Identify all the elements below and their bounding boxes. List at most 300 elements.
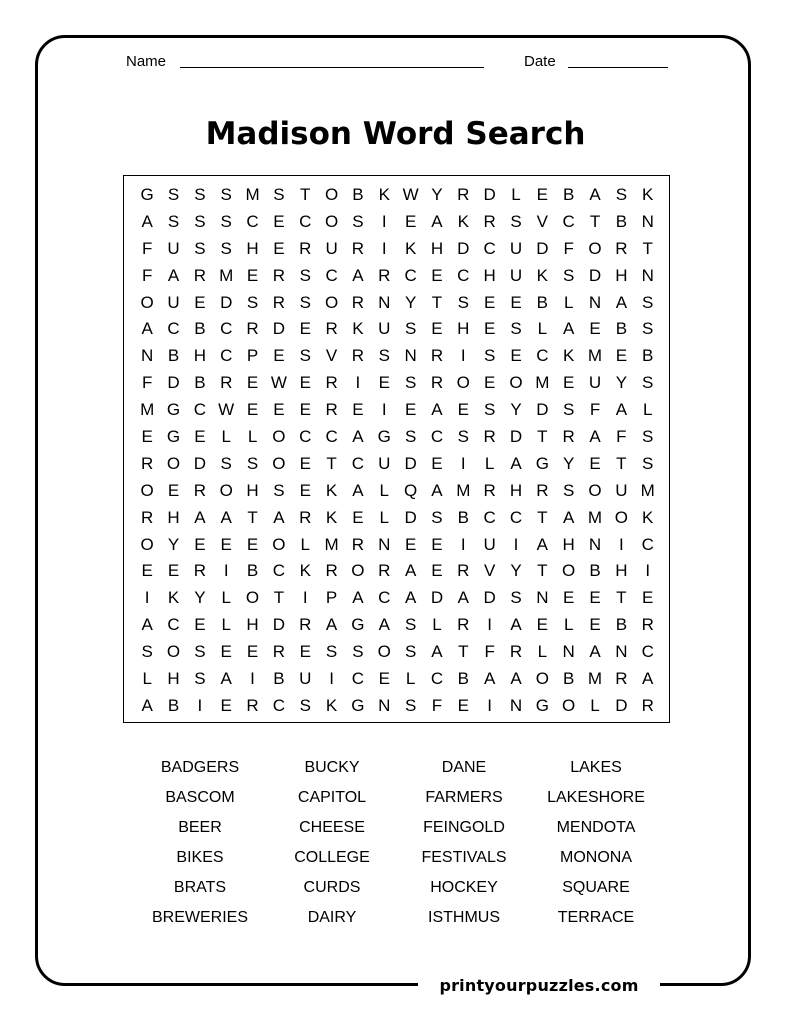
grid-letter: O [562,695,576,715]
grid-letter: A [642,669,654,689]
grid-letter: O [562,561,576,581]
word-list-item: BRATS [173,879,227,896]
grid-letter: L [221,588,231,608]
grid-letter: A [273,507,285,527]
name-line[interactable] [180,67,484,68]
grid-letter: B [589,561,601,581]
grid-letter: Y [510,400,522,420]
grid-letter: C [246,211,259,231]
grid-letter: R [272,292,286,312]
grid-letter: Y [615,373,628,393]
grid-letter: U [299,669,312,689]
grid-letter: O [166,642,181,662]
grid-letter: S [246,453,259,473]
grid-letter: V [325,346,338,366]
grid-letter: W [270,373,287,393]
word-list-item: ISTHMUS [428,909,500,926]
grid-letter: C [351,669,365,689]
grid-letter: L [221,615,231,635]
grid-letter: C [299,211,312,231]
grid-letter: E [589,588,601,608]
grid-letter: E [299,480,311,500]
grid-letter: C [509,507,523,527]
grid-letter: I [355,373,361,393]
grid-letter: B [563,185,575,204]
grid-letter: I [460,346,466,366]
grid-letter: R [299,615,312,635]
grid-letter: M [535,373,550,393]
footer-site: printyourpuzzles.com [439,976,639,995]
grid-letter: O [351,561,365,581]
grid-letter: O [588,480,602,500]
grid-letter: E [536,185,548,204]
grid-letter: G [166,400,181,420]
grid-letter: Y [404,292,417,312]
grid-letter: B [536,292,548,312]
grid-letter: E [431,561,443,581]
grid-letter: B [615,319,628,339]
grid-letter: D [536,238,549,258]
grid-letter: S [167,211,180,231]
grid-letter: N [536,588,549,608]
grid-letter: S [220,211,232,231]
grid-letter: C [325,427,338,447]
grid-letter: H [562,534,575,554]
grid-letter: D [220,292,233,312]
grid-letter: E [299,400,311,420]
grid-letter: I [381,400,387,420]
grid-letter: M [245,185,260,204]
grid-letter: U [378,453,391,473]
grid-letter: K [457,211,469,231]
word-list-item: MENDOTA [556,819,636,836]
grid-letter: F [484,642,495,662]
grid-letter: E [589,615,601,635]
grid-letter: O [588,238,602,258]
grid-letter: A [378,615,390,635]
grid-letter: H [167,669,180,689]
grid-letter: B [167,695,180,715]
letter-grid [134,182,661,720]
grid-letter: A [141,319,153,339]
word-list-item: FESTIVALS [421,849,507,866]
grid-letter: O [219,480,233,500]
grid-letter: R [378,265,391,285]
grid-letter: A [510,615,522,635]
grid-letter: A [563,319,575,339]
grid-letter: H [457,319,470,339]
grid-letter: E [589,453,601,473]
grid-letter: Y [510,561,522,581]
grid-letter: T [537,561,548,581]
grid-letter: P [246,346,259,366]
grid-letter: S [404,427,417,447]
word-list-item: MONONA [560,849,632,866]
grid-letter: H [246,238,259,258]
grid-letter: H [246,615,259,635]
grid-letter: C [562,211,575,231]
grid-letter: S [404,695,417,715]
grid-letter: A [167,265,180,285]
grid-letter: A [141,695,153,715]
grid-letter: O [509,373,523,393]
grid-letter: R [430,373,444,393]
grid-letter: S [299,292,311,312]
grid-letter: O [166,453,181,473]
grid-letter: R [299,507,312,527]
grid-letter: M [587,669,603,689]
grid-letter: K [352,319,364,339]
grid-letter: R [299,238,312,258]
grid-letter: U [167,292,180,312]
grid-letter: B [642,346,654,366]
grid-letter: V [536,211,548,231]
grid-letter: S [273,480,285,500]
grid-letter: E [483,292,496,312]
grid-letter: O [324,185,339,204]
grid-letter: E [563,373,575,393]
grid-letter: H [509,480,523,500]
grid-letter: R [246,319,259,339]
grid-letter: S [563,265,575,285]
grid-letter: C [457,265,470,285]
grid-letter: N [588,534,602,554]
grid-letter: R [351,292,365,312]
grid-letter: R [562,427,575,447]
grid-letter: R [641,615,654,635]
grid-letter: C [299,427,312,447]
grid-letter: R [272,642,286,662]
grid-letter: S [642,319,654,339]
word-list-item: CAPITOL [297,789,367,806]
grid-letter: I [618,534,624,554]
grid-letter: A [431,400,443,420]
grid-letter: G [140,185,154,204]
grid-letter: I [144,588,150,608]
grid-letter: D [615,695,628,715]
grid-letter: E [141,561,153,581]
grid-letter: N [404,346,417,366]
grid-letter: D [536,400,549,420]
grid-letter: C [351,453,365,473]
word-list-item: FARMERS [425,789,503,806]
grid-letter: N [615,642,628,662]
grid-letter: R [246,695,259,715]
grid-letter: K [563,346,575,366]
name-label: Name [126,53,167,70]
grid-letter: S [510,211,522,231]
grid-letter: T [616,588,627,608]
grid-letter: L [590,695,600,715]
grid-letter: M [140,400,155,420]
grid-letter: H [483,265,496,285]
grid-letter: K [642,507,654,527]
grid-letter: E [589,319,601,339]
grid-letter: W [402,185,419,204]
grid-letter: O [245,588,260,608]
grid-letter: A [510,453,522,473]
grid-letter: E [431,534,443,554]
grid-letter: R [536,480,549,500]
grid-letter: T [458,642,469,662]
grid-letter: O [324,211,339,231]
grid-letter: M [219,265,234,285]
word-list-item: BEER [178,819,222,836]
grid-letter: R [457,615,470,635]
grid-letter: S [325,642,338,662]
grid-letter: I [460,453,466,473]
grid-letter: C [193,400,206,420]
grid-letter: E [246,534,259,554]
grid-letter: R [325,400,338,420]
grid-letter: A [352,480,364,500]
grid-letter: E [457,400,469,420]
grid-letter: L [511,185,521,204]
grid-letter: S [220,453,232,473]
grid-letter: S [220,185,232,204]
grid-letter: E [642,588,654,608]
grid-letter: S [457,292,469,312]
grid-letter: L [537,642,548,662]
grid-letter: K [404,238,417,258]
grid-letter: T [616,453,627,473]
grid-letter: U [378,319,391,339]
grid-letter: U [615,480,628,500]
grid-letter: A [615,400,628,420]
grid-letter: U [509,265,523,285]
grid-letter: Y [167,534,180,554]
grid-letter: E [220,695,232,715]
grid-letter: F [141,238,153,258]
grid-letter: R [193,265,206,285]
grid-letter: C [404,265,417,285]
grid-letter: A [483,669,496,689]
word-list-item: DAIRY [307,909,357,926]
grid-letter: L [642,400,653,420]
grid-letter: A [352,265,364,285]
grid-letter: E [483,373,496,393]
word-list-item: CHEESE [299,819,365,836]
grid-letter: E [220,642,232,662]
grid-letter: G [535,453,549,473]
grid-letter: R [483,480,496,500]
grid-letter: O [272,534,286,554]
grid-letter: E [457,695,469,715]
grid-letter: S [404,319,417,339]
grid-letter: C [536,346,549,366]
grid-letter: K [325,695,338,715]
grid-letter: E [141,427,153,447]
grid-letter: L [221,427,231,447]
page-title: Madison Word Search [205,116,586,152]
grid-letter: S [510,588,522,608]
word-list-item: BREWERIES [151,909,248,926]
grid-letter: S [299,265,311,285]
grid-letter: K [325,507,338,527]
grid-letter: E [510,292,522,312]
grid-letter: E [404,400,417,420]
grid-letter: E [483,319,496,339]
word-list-item: BUCKY [304,759,360,776]
grid-letter: S [431,507,443,527]
grid-letter: I [329,669,334,689]
grid-letter: H [167,507,180,527]
word-list-item: LAKESHORE [547,789,645,806]
grid-letter: B [273,669,285,689]
date-line[interactable] [568,67,668,68]
grid-letter: E [431,265,443,285]
word-list-item: DANE [441,759,487,776]
grid-letter: F [141,265,153,285]
grid-letter: D [430,588,444,608]
grid-letter: R [325,561,338,581]
grid-letter: A [431,211,443,231]
grid-letter: N [641,265,654,285]
grid-letter: S [483,346,496,366]
grid-letter: T [273,588,285,608]
grid-letter: A [589,642,601,662]
grid-letter: N [641,211,654,231]
grid-letter: S [246,292,259,312]
grid-letter: E [194,615,206,635]
grid-letter: E [299,453,311,473]
grid-letter: M [456,480,471,500]
grid-letter: D [483,185,496,204]
grid-letter: C [430,427,444,447]
grid-letter: C [641,534,654,554]
grid-letter: E [352,400,364,420]
grid-letter: D [272,615,286,635]
grid-letter: L [432,615,442,635]
grid-letter: U [167,238,180,258]
grid-letter: M [324,534,339,554]
date-label: Date [524,53,556,70]
grid-letter: E [246,642,259,662]
grid-letter: D [509,427,523,447]
grid-letter: S [563,400,575,420]
grid-letter: K [167,588,180,608]
grid-letter: I [381,238,387,258]
grid-letter: O [140,534,154,554]
grid-letter: E [220,534,232,554]
grid-letter: E [167,480,180,500]
grid-letter: L [537,319,548,339]
grid-letter: P [325,588,338,608]
grid-letter: U [483,534,496,554]
word-list-item: TERRACE [557,909,635,926]
grid-letter: G [351,695,365,715]
grid-letter: R [615,669,628,689]
grid-letter: S [141,642,153,662]
word-list-item: HOCKEY [430,879,498,896]
grid-letter: D [404,453,417,473]
grid-letter: S [404,615,417,635]
grid-letter: O [535,669,549,689]
grid-letter: R [351,534,365,554]
grid-letter: F [589,400,601,420]
grid-letter: L [563,292,574,312]
grid-letter: L [142,669,152,689]
grid-letter: V [483,561,496,581]
grid-letter: L [247,427,258,447]
word-list-item: BASCOM [165,789,235,806]
grid-letter: S [563,480,575,500]
grid-letter: C [167,615,180,635]
grid-letter: A [141,615,153,635]
grid-letter: T [537,507,548,527]
grid-letter: A [352,588,364,608]
word-list-item: SQUARE [562,879,630,896]
grid-letter: E [536,615,548,635]
grid-letter: K [299,561,311,581]
grid-letter: R [325,373,338,393]
grid-letter: B [563,669,575,689]
grid-letter: A [194,507,206,527]
grid-letter: K [378,185,390,204]
grid-letter: T [642,238,653,258]
grid-letter: Y [563,453,575,473]
grid-letter: S [194,642,206,662]
grid-letter: E [273,400,285,420]
word-search-grid-box [123,175,670,723]
grid-letter: R [509,642,523,662]
grid-letter: L [563,615,574,635]
grid-letter: R [641,695,654,715]
grid-letter: O [456,373,470,393]
grid-letter: E [404,211,417,231]
grid-letter: C [641,642,654,662]
grid-letter: E [563,588,575,608]
grid-letter: E [431,453,443,473]
grid-letter: E [194,534,206,554]
grid-letter: R [351,238,365,258]
grid-letter: R [272,265,286,285]
grid-letter: F [563,238,574,258]
grid-letter: S [642,373,654,393]
grid-letter: E [352,507,364,527]
word-list-item: FEINGOLD [423,819,505,836]
grid-letter: C [430,669,444,689]
grid-letter: G [535,695,549,715]
grid-letter: A [536,534,548,554]
grid-letter: R [378,561,391,581]
grid-letter: C [325,265,338,285]
grid-letter: A [220,507,232,527]
grid-letter: K [642,185,654,204]
grid-letter: E [299,373,311,393]
grid-letter: G [351,615,365,635]
grid-letter: F [616,427,627,447]
grid-letter: R [615,238,628,258]
grid-letter: C [272,695,286,715]
grid-letter: S [352,211,364,231]
grid-letter: O [272,427,286,447]
grid-letter: S [642,292,654,312]
grid-letter: S [167,185,180,204]
grid-letter: S [273,185,285,204]
grid-letter: A [615,292,628,312]
grid-letter: E [299,642,311,662]
grid-letter: L [379,480,389,500]
grid-letter: W [218,400,235,420]
grid-letter: E [615,346,628,366]
grid-letter: N [141,346,154,366]
grid-letter: I [223,561,229,581]
grid-letter: H [193,346,206,366]
grid-letter: R [141,453,154,473]
grid-letter: B [246,561,259,581]
grid-letter: N [588,292,602,312]
